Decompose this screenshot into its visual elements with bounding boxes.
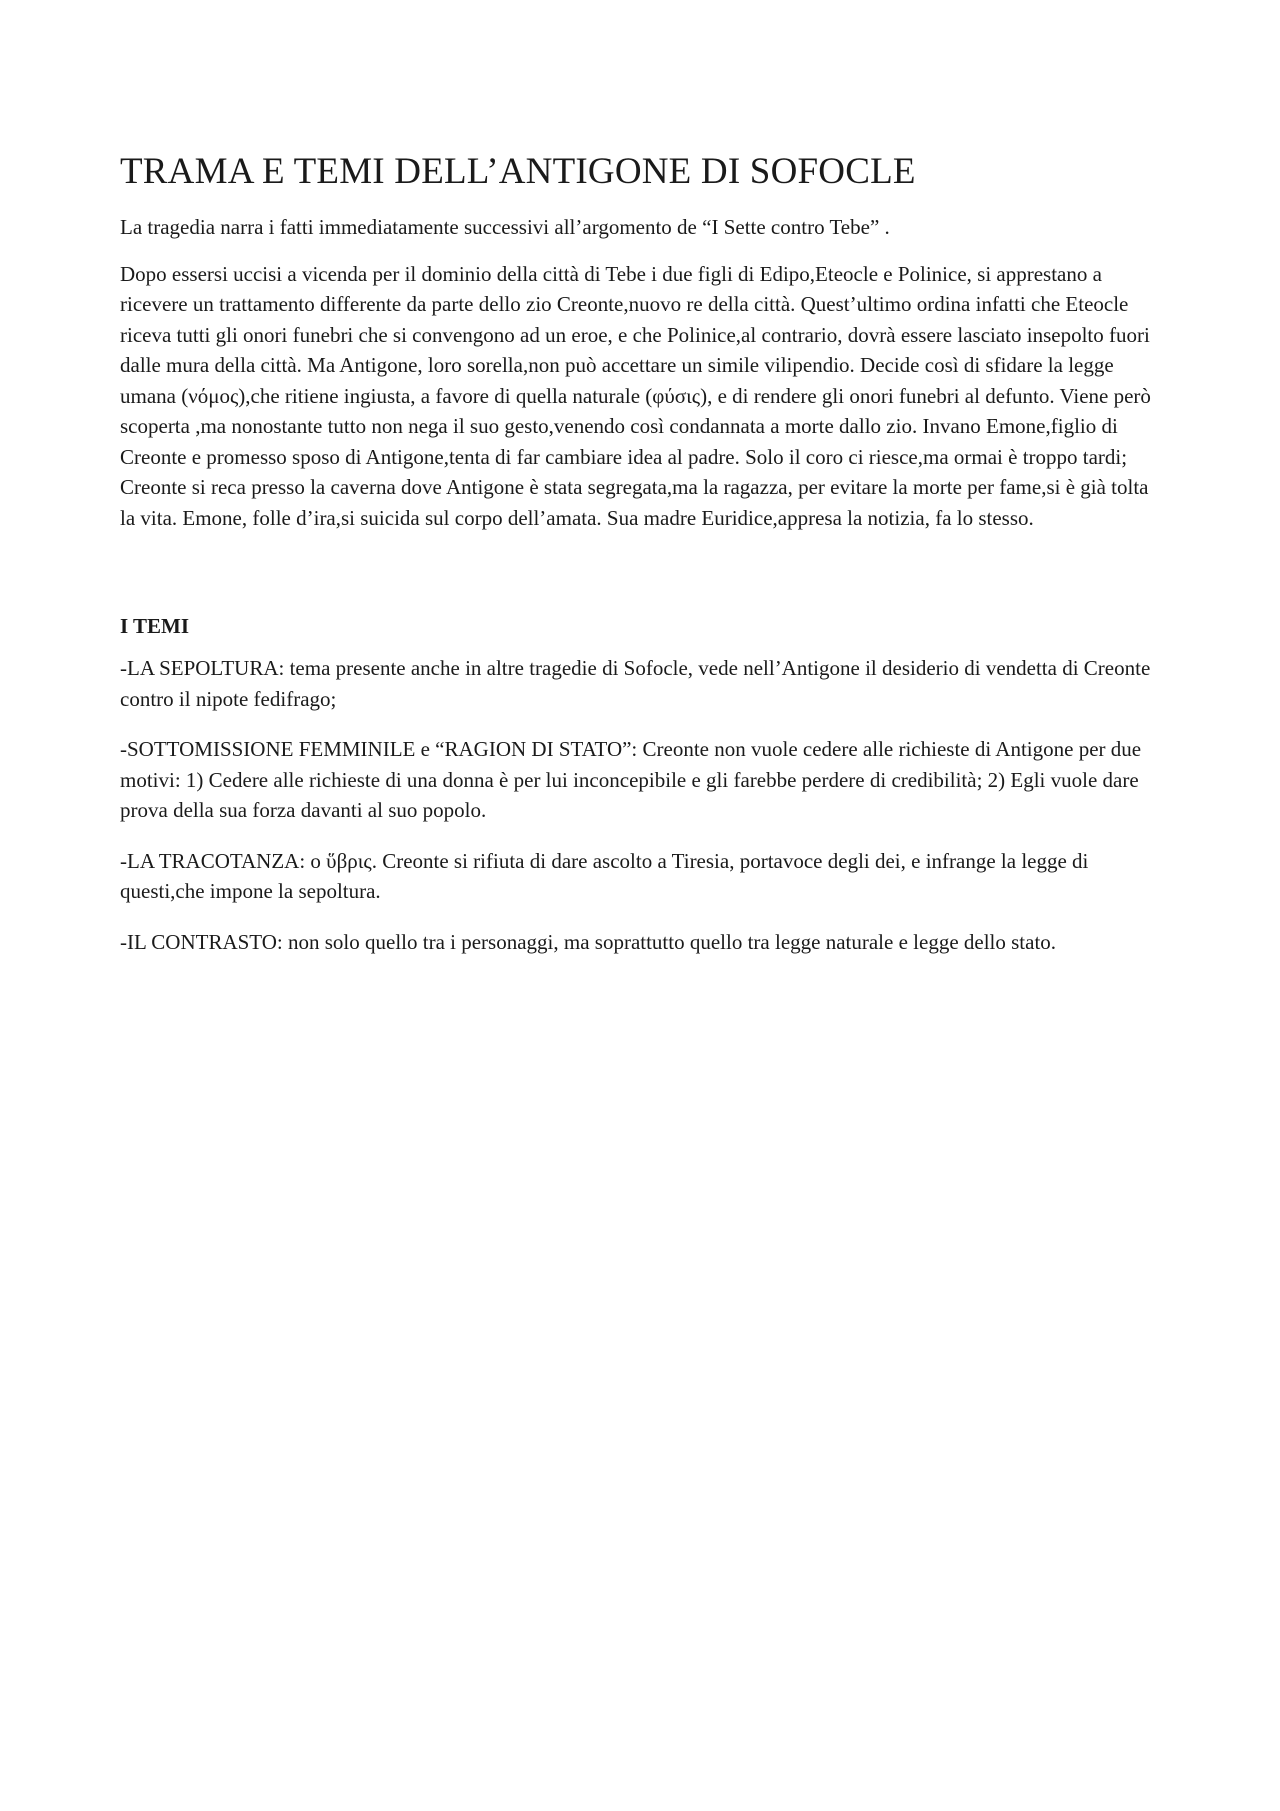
theme-item-sottomissione: -SOTTOMISSIONE FEMMINILE e “RAGION DI STATO”: Creonte non vuole cedere alle richieste di Antigone per due motivi: 1) Cedere alle richieste di una donna è per lui inconcepibile e gli farebbe perdere di credibilità; 2) Egli vuole dare prova della sua forza davanti al suo popolo.	[120, 737, 1142, 823]
theme-item-tracotanza: -LA TRACOTANZA: o ὕβρις. Creonte si rifiuta di dare ascolto a Tiresia, portavoce degli dei, e infrange la legge di questi,che impone la sepoltura.	[120, 848, 1089, 904]
intro-paragraph: La tragedia narra i fatti immediatamente successivi all’argomento de “I Sette contro Tebe” .	[120, 215, 890, 240]
themes-list	[120, 653, 1165, 957]
theme-item-contrasto: -IL CONTRASTO: non solo quello tra i personaggi, ma soprattutto quello tra legge naturale e legge dello stato.	[120, 929, 1057, 954]
plot-paragraph: Dopo essersi uccisi a vicenda per il dominio della città di Tebe i due figli di Edipo,Eteocle e Polinice, si apprestano a ricevere un trattamento differente da parte dello zio Creonte,nuovo re della città. Quest’ultimo ordina infatti che Eteocle riceva tutti gli onori funebri che si convengono ad un eroe, e che Polinice,al contrario, dovrà essere lasciato insepolto fuori dalle mura della città. Ma Antigone, loro sorella,non può accettare un simile vilipendio. Decide così di sfidare la legge umana (νόμος),che ritiene ingiusta, a favore di quella naturale (φύσις), e di rendere gli onori funebri al defunto. Viene però scoperta ,ma nonostante tutto non nega il suo gesto,venendo così condannata a morte dallo zio. Invano Emone,figlio di Creonte e promesso sposo di Antigone,tenta di far cambiare idea al padre. Solo il coro ci riesce,ma ormai è troppo tardi; Creonte si reca presso la caverna dove Antigone è stata segregata,ma la ragazza, per evitare la morte per fame,si è già tolta la vita. Emone, folle d’ira,si suicida sul corpo dell’amata. Sua madre Euridice,appresa la notizia, fa lo stesso.	[120, 261, 1151, 530]
themes-heading: I TEMI	[120, 614, 190, 639]
document-title: TRAMA E TEMI DELL’ANTIGONE DI SOFOCLE	[120, 151, 916, 192]
document-page	[120, 150, 1165, 977]
theme-item-sepoltura: -LA SEPOLTURA: tema presente anche in altre tragedie di Sofocle, vede nell’Antigone il desiderio di vendetta di Creonte contro il nipote fedifrago;	[120, 656, 1151, 711]
